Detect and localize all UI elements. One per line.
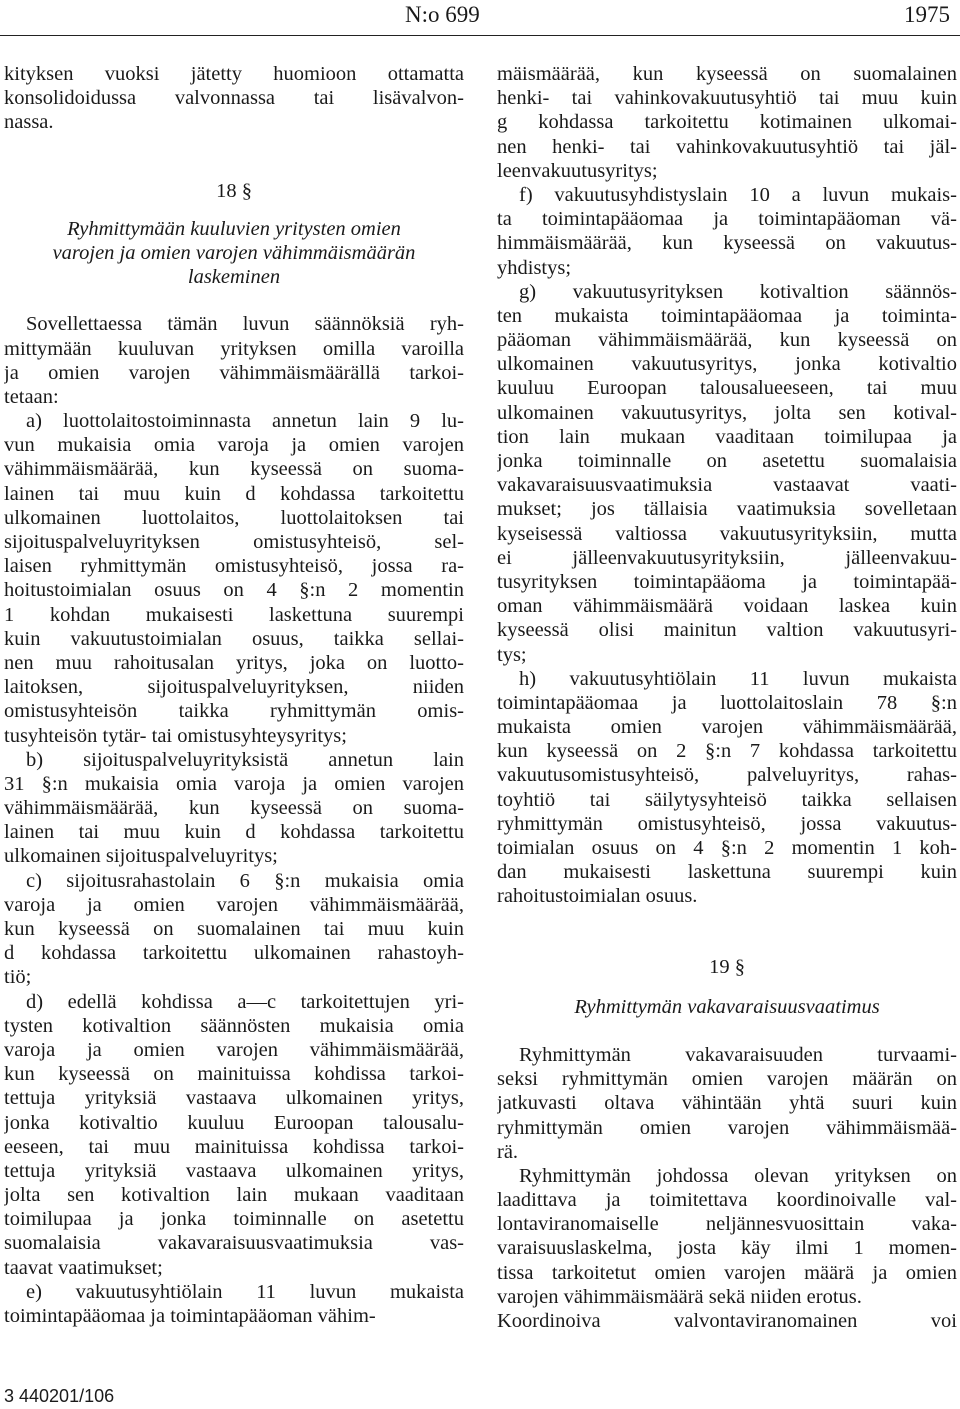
text-line: kuin vakuutustoimialan osuus, taikka sellai- (4, 627, 464, 650)
text-line: nassa. (4, 111, 54, 134)
text-line: a) luottolaitostoiminnasta annetun lain 9 lu- (26, 410, 464, 433)
text-line: vähimmäismäärää, kun kyseessä on suoma- (4, 797, 464, 820)
text-line: laadittava ja toimitettava koordinoivalle val- (497, 1189, 957, 1212)
text-line: omistusyhteisön taikka ryhmittymän omis- (4, 700, 464, 723)
footer-code: 3 440201/106 (4, 1386, 115, 1406)
section-18-continued (497, 62, 957, 909)
section-19-title: Ryhmittymän vakavaraisuusvaatimus (574, 995, 880, 1018)
text-line: vun mukaisia omia varoja ja omien varojen (4, 434, 464, 457)
text-line: kuuluu Euroopan talousalueeseen, tai muu (497, 377, 957, 400)
text-line: tys; (497, 643, 527, 666)
text-line: ulkomainen luottolaitos, luottolaitoksen tai (4, 506, 464, 529)
text-line: tetaan: (4, 385, 59, 408)
text-line: laisen ryhmittymän omistusyhteisö, jossa ra- (4, 555, 464, 578)
text-line: ulkomainen vakuutusyritys, jonka kotivaltio (497, 353, 957, 376)
text-line: ei jälleenvakuutusyrityksiin, jälleenvakuu- (497, 546, 957, 569)
section-18-heading: 18 § (216, 179, 252, 202)
text-line: ten mukaista toimintapääomaa ja toiminta- (497, 304, 957, 327)
section-18-title (4, 217, 464, 290)
text-line: Ryhmittymän johdossa olevan yrityksen on (519, 1164, 957, 1187)
text-line: sijoituspalveluyrityksen omistusyhteisö, sel- (4, 531, 464, 553)
text-line: Ryhmittymän vakavaraisuuden turvaami- (519, 1043, 957, 1066)
text-line: jonka kotivaltio kuuluu Euroopan talousalu- (4, 1111, 464, 1134)
text-line: tettuja yrityksiä vastaava ulkomainen yritys, (4, 1159, 464, 1182)
text-line: vakuutusomistusyhteisö, palveluyritys, rahas- (497, 764, 957, 787)
text-line: g kohdassa tarkoitettu kotimainen ulkomai- (497, 111, 957, 134)
header-rule (0, 35, 960, 36)
text-line: eeseen, tai muu mainituissa kohdissa tarkoi- (4, 1135, 464, 1158)
text-line: toimialan osuus on 4 §:n 2 momentin 1 koh- (497, 837, 957, 859)
text-line: mittymään kuuluvan yrityksen omilla varoilla (4, 337, 464, 360)
text-line: ta toimintapääomaa ja toimintapääoman vä- (497, 208, 957, 231)
text-line: hoitustoimialan osuus on 4 §:n 2 momentin (4, 579, 464, 602)
text-line: ryhmittymän omien varojen vähimmäismää- (497, 1116, 957, 1139)
text-line: jonka toiminnalle on asetettu suomalaisia (497, 450, 957, 472)
text-line: vakavaraisuusvaatimuksia vastaavat vaati- (497, 474, 957, 497)
text-line: dan mukaisesti laskettuna suurempi kuin (497, 861, 957, 884)
text-line: tysten kotivaltion säännösten mukaisia omia (4, 1014, 464, 1037)
text-line: h) vakuutusyhtiölain 11 luvun mukaista (519, 667, 957, 690)
text-line: jolta sen kotivaltion lain mukaan vaaditaan (4, 1184, 464, 1207)
section-18-body (4, 312, 464, 1328)
text-line: tion lain mukaan vaaditaan toimilupaa ja (497, 425, 957, 448)
section-19-paragraph-1 (497, 1043, 957, 1164)
text-line: Koordinoiva valvontaviranomainen voi (497, 1310, 957, 1332)
text-line: Ryhmittymään kuuluvien yritysten omien (67, 217, 401, 240)
text-line: ryhmittymän omistusyhteisö, jossa vakuutus- (497, 812, 957, 835)
text-line: mäismäärää, kun kyseessä on suomalainen (497, 63, 957, 85)
text-line: himmäismäärää, kun kyseessä on vakuutus- (497, 232, 957, 255)
text-line: henki- tai vahinkovakuutusyhtiö tai muu kuin (497, 87, 957, 110)
text-line: Sovellettaessa tämän luvun säännöksiä ryh- (26, 313, 464, 336)
text-line: toimintapääomaa ja toimintapääoman vähim- (4, 1305, 376, 1327)
issue-number: N:o 699 (405, 2, 480, 27)
intro-text (4, 62, 464, 135)
left-column (4, 62, 464, 1328)
text-line: lainen tai muu kuin d kohdassa tarkoitettu (4, 821, 464, 844)
text-line: kun kyseessä on 2 §:n 7 kohdassa tarkoitettu (497, 740, 957, 763)
page-number: 1975 (904, 2, 950, 27)
section-19-heading: 19 § (709, 955, 745, 978)
text-line: jatkuvasti oltava vähintään yhtä suuri kuin (497, 1092, 957, 1115)
text-line: pääoman vähimmäismäärää, kun kyseessä on (497, 329, 957, 352)
text-line: taavat vaatimukset; (4, 1256, 163, 1279)
text-line: nen muu rahoitusalan yritys, joka on luotto- (4, 651, 464, 674)
text-line: varoja ja omien varojen vähimmäismäärää, (4, 1038, 464, 1061)
text-line: varojen vähimmäismäärä sekä niiden erotus. (497, 1285, 862, 1308)
text-line: rahoitustoimialan osuus. (497, 885, 698, 908)
text-line: ulkomainen vakuutusyritys, jolta sen kotival- (497, 401, 957, 424)
text-line: lontaviranomaiselle neljännesvuosittain vaka- (497, 1213, 957, 1236)
text-line: d kohdassa tarkoitettu ulkomainen rahastoyh- (4, 942, 464, 965)
text-line: 1 kohdan mukaisesti laskettuna suurempi (4, 603, 464, 626)
text-line: laskeminen (187, 266, 281, 289)
text-line: varojen ja omien varojen vähimmäismäärän (52, 241, 416, 264)
text-line: f) vakuutusyhdistyslain 10 a luvun mukais- (519, 183, 957, 206)
text-line: toimilupaa ja jonka toiminnalle on asetettu (4, 1208, 464, 1231)
text-line: konsolidoidussa valvonnassa tai lisävalvon- (4, 87, 464, 110)
text-line: c) sijoitusrahastolain 6 §:n mukaisia omia (26, 869, 464, 892)
text-line: kun kyseessä on suomalainen tai muu kuin (4, 918, 464, 940)
text-line: tissa tarkoitetut omien varojen määrä ja omien (497, 1261, 957, 1284)
text-line: d) edellä kohdissa a—c tarkoitettujen yri- (26, 990, 464, 1013)
text-line: kyseessä olisi mainitun valtion vakuutusyri- (497, 619, 957, 642)
text-line: tusyhteisön tytär- tai omistusyhteysyritys; (4, 724, 347, 747)
text-line: tusyrityksen toimintapääoma ja toimintapää- (497, 570, 957, 593)
text-line: g) vakuutusyrityksen kotivaltion säännös- (519, 280, 957, 303)
section-19-paragraph-2 (497, 1164, 957, 1333)
text-line: kun kyseessä on mainituissa kohdissa tarkoi- (4, 1063, 464, 1086)
text-line: b) sijoituspalveluyrityksistä annetun lain (26, 748, 464, 771)
text-line: seksi ryhmittymän omien varojen määrän on (497, 1068, 957, 1091)
text-line: suomalaisia vakavaraisuusvaatimuksia vas- (4, 1232, 464, 1255)
text-line: kyseisessä valtiossa vakuutusyrityksiin, mutta (497, 522, 957, 545)
text-line: yhdistys; (497, 256, 572, 279)
text-line: rä. (497, 1140, 519, 1163)
text-line: lainen tai muu kuin d kohdassa tarkoitettu (4, 482, 464, 505)
text-line: varoja ja omien varojen vähimmäismäärää, (4, 893, 464, 916)
text-line: tiö; (4, 966, 32, 989)
text-line: 31 §:n mukaisia omia varoja ja omien varojen (4, 772, 464, 795)
text-line: leenvakuutusyritys; (497, 159, 658, 182)
right-column (497, 62, 957, 1333)
text-line: mukset; jos tällaisia vaatimuksia sovelletaan (497, 498, 957, 521)
text-line: nen henki- tai vahinkovakuutusyhtiö tai jäl- (497, 135, 957, 158)
text-line: vähimmäismäärää, kun kyseessä on suoma- (4, 458, 464, 481)
text-line: kityksen vuoksi jätetty huomioon ottamatta (4, 63, 464, 85)
text-line: toyhtiö tai säilytysyhteisö taikka sellaisen (497, 788, 957, 811)
page-header (0, 2, 960, 32)
text-line: mukaista omien varojen vähimmäismäärää, (497, 716, 957, 739)
text-line: varaisuuslaskelma, josta käy ilmi 1 momen- (497, 1237, 957, 1260)
text-line: oman vähimmäismäärä voidaan laskea kuin (497, 595, 957, 618)
text-line: ulkomainen sijoituspalveluyritys; (4, 845, 278, 868)
text-line: tettuja yrityksiä vastaava ulkomainen yritys, (4, 1087, 464, 1110)
text-line: toimintapääomaa ja luottolaitoslain 78 §:n (497, 691, 957, 714)
text-line: laitoksen, sijoituspalveluyrityksen, niiden (4, 676, 464, 699)
text-line: e) vakuutusyhtiölain 11 luvun mukaista (26, 1280, 464, 1303)
text-line: ja omien varojen vähimmäismäärällä tarkoi- (4, 361, 464, 384)
